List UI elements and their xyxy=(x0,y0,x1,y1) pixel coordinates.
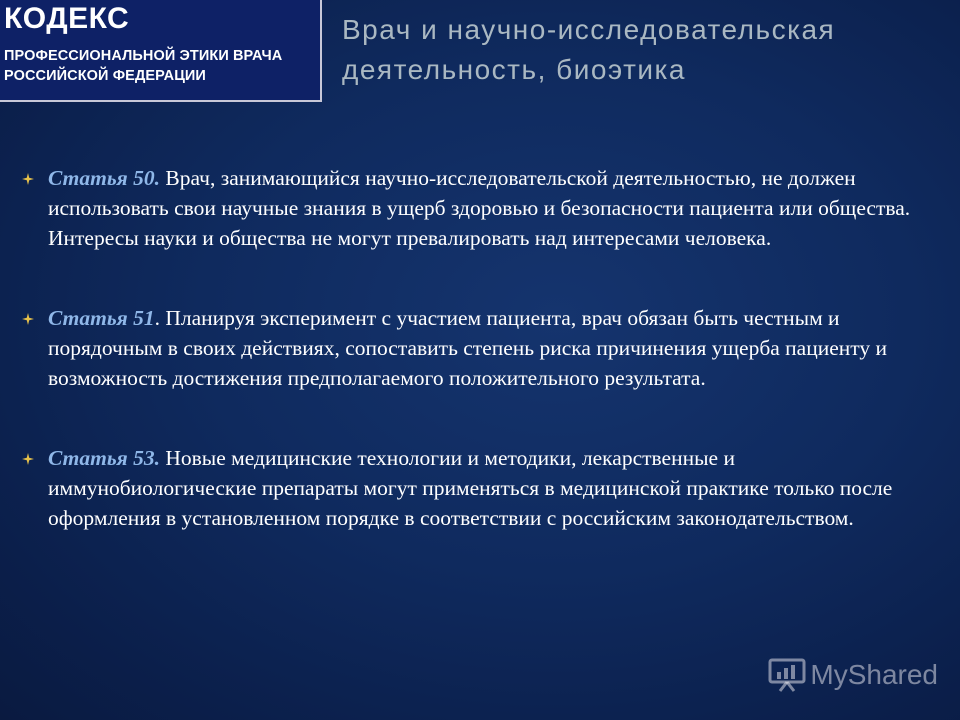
article-text: Врач, занимающийся научно-исследовательской деятельностью, не должен использовать свои научные знания в ущерб здоровью и безопасности пациента или общества. Интересы науки и общества не могут превалировать над интересами человека. xyxy=(48,166,911,250)
articles-list xyxy=(22,163,947,583)
article-text: . Планируя эксперимент с участием пациента, врач обязан быть честным и порядочным в своих действиях, сопоставить степень риска причинения ущерба пациенту и возможность достижения предполагаемого положительного результата. xyxy=(48,306,888,390)
article-item xyxy=(22,303,947,393)
code-logo xyxy=(0,0,322,102)
article-label: Статья 53. xyxy=(48,446,160,470)
article-item xyxy=(22,443,947,533)
diamond-bullet-icon xyxy=(22,173,34,185)
article-label: Статья 51 xyxy=(48,306,155,330)
slide-title-line1: Врач и научно-исследовательская xyxy=(342,14,836,45)
slide-title-line2: деятельность, биоэтика xyxy=(342,54,686,85)
diamond-bullet-icon xyxy=(22,313,34,325)
logo-title: КОДЕКС xyxy=(4,2,130,35)
watermark-text: MyShared xyxy=(810,659,938,690)
myshared-watermark xyxy=(768,658,938,692)
article-label: Статья 50. xyxy=(48,166,160,190)
logo-subtitle-line2: РОССИЙСКОЙ ФЕДЕРАЦИИ xyxy=(4,68,206,84)
slide-title xyxy=(342,10,942,90)
article-item xyxy=(22,163,947,253)
presentation-screen-icon xyxy=(768,658,806,692)
logo-subtitle-line1: ПРОФЕССИОНАЛЬНОЙ ЭТИКИ ВРАЧА xyxy=(4,48,283,64)
diamond-bullet-icon xyxy=(22,453,34,465)
article-text: Новые медицинские технологии и методики, лекарственные и иммунобиологические препараты могут применяться в медицинской практике только после оформления в установленном порядке в соответствии с российским законодательством. xyxy=(48,446,893,530)
